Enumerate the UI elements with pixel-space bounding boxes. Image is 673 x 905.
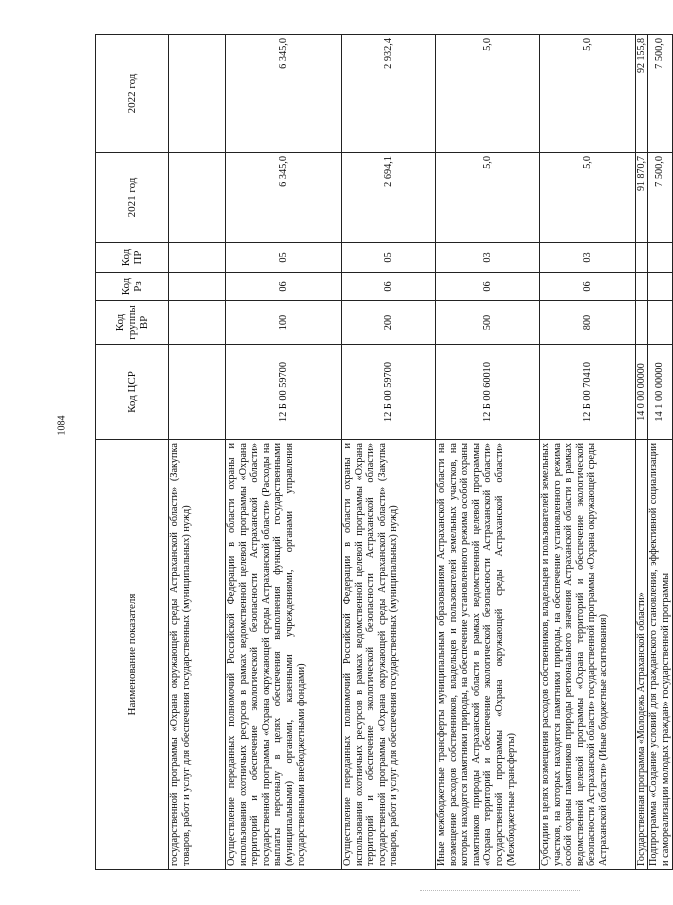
header-name: Наименование показателя [96, 440, 169, 870]
row-vr: 100 [226, 301, 342, 345]
row-rz: 06 [226, 273, 342, 301]
row-name: Осуществление переданных полномочий Российской Федерации в области охраны и использования охотничьих ресурсов в рамках ведомственной целевой программы «Охрана территорий и обеспечение экологической безопасности Астраханской области» государственной программы «Охрана окружающей среды Астраханской области» (Закупка товаров, работ и услуг для обеспечения государственных (муниципальных) нужд) [342, 440, 436, 870]
budget-table [95, 34, 673, 870]
row-csr: 12 Б 00 60010 [436, 345, 540, 440]
header-2021: 2021 год [96, 153, 169, 243]
row-2022: 5,0 [436, 35, 540, 153]
table-header-row [96, 35, 169, 870]
row-2021: 7 500,0 [648, 153, 673, 243]
row-rz: 06 [436, 273, 540, 301]
scan-artifact-divider [420, 890, 580, 894]
table-row [636, 35, 648, 870]
header-pr: Код ПР [96, 243, 169, 273]
row-csr: 12 Б 00 59700 [342, 345, 436, 440]
row-name: государственной программы «Охрана окружающей среды Астраханской области» (Закупка товаров, работ и услуг для обеспечения государственных (муниципальных) нужд) [169, 440, 226, 870]
row-2021: 91 870,7 [636, 153, 648, 243]
row-2022: 2 932,4 [342, 35, 436, 153]
row-pr: 03 [436, 243, 540, 273]
row-csr: 14 1 00 00000 [648, 345, 673, 440]
row-2021: 5,0 [436, 153, 540, 243]
table-row [540, 35, 636, 870]
row-csr: 14 0 00 00000 [636, 345, 648, 440]
row-vr: 200 [342, 301, 436, 345]
header-2022: 2022 год [96, 35, 169, 153]
row-2021: 5,0 [540, 153, 636, 243]
row-csr: 12 Б 00 70410 [540, 345, 636, 440]
row-vr: 500 [436, 301, 540, 345]
page-number: 1084 [56, 415, 68, 436]
row-csr: 12 Б 00 59700 [226, 345, 342, 440]
table-row [436, 35, 540, 870]
row-2022 [169, 35, 226, 153]
row-2022: 6 345,0 [226, 35, 342, 153]
header-csr: Код ЦСР [96, 345, 169, 440]
row-vr: 800 [540, 301, 636, 345]
table-row [342, 35, 436, 870]
table-row [169, 35, 226, 870]
row-rz [648, 273, 673, 301]
row-2022: 92 155,8 [636, 35, 648, 153]
row-pr [636, 243, 648, 273]
row-rz: 06 [540, 273, 636, 301]
row-pr: 05 [342, 243, 436, 273]
row-name: Государственная программа «Молодежь Астраханской области» [636, 440, 648, 870]
row-name: Иные межбюджетные трансферты муниципальным образованиям Астраханской области на возмещение расходов собственников, владельцев и пользователей земельных участков, на которых находятся памятники природы, на обеспечение установленного режима особой охраны памятников природы Астраханской области в рамках ведомственной целевой программы «Охрана территорий и обеспечение экологической безопасности Астраханской области» государственной программы «Охрана окружающей среды Астраханской области» (Межбюджетные трансферты) [436, 440, 540, 870]
row-pr [169, 243, 226, 273]
row-vr [648, 301, 673, 345]
table-row [648, 35, 673, 870]
row-pr [648, 243, 673, 273]
table-row [226, 35, 342, 870]
rotated-page [95, 35, 671, 870]
row-name: Субсидии в целях возмещения расходов собственников, владельцев и пользователей земельных участков, на которых находятся памятники природы, на обеспечение установленного режима особой охраны памятников природы регионального значения Астраханской области в рамках ведомственной целевой программы «Охрана территорий и обеспечение экологической безопасности Астраханской области» государственной программы «Охрана окружающей среды Астраханской области» (Иные бюджетные ассигнования) [540, 440, 636, 870]
row-name: Подпрограмма «Создание условий для гражданского становления, эффективной социализации и самореализации молодых граждан» государственной программы [648, 440, 673, 870]
row-2021: 2 694,1 [342, 153, 436, 243]
row-csr [169, 345, 226, 440]
row-2022: 5,0 [540, 35, 636, 153]
row-rz [636, 273, 648, 301]
row-2022: 7 500,0 [648, 35, 673, 153]
row-2021 [169, 153, 226, 243]
row-vr [169, 301, 226, 345]
row-rz: 06 [342, 273, 436, 301]
header-rz: Код Рз [96, 273, 169, 301]
row-vr [636, 301, 648, 345]
header-vr: Код группы ВР [96, 301, 169, 345]
row-pr: 03 [540, 243, 636, 273]
row-rz [169, 273, 226, 301]
row-2021: 6 345,0 [226, 153, 342, 243]
row-pr: 05 [226, 243, 342, 273]
row-name: Осуществление переданных полномочий Российской Федерации в области охраны и использования охотничьих ресурсов в рамках ведомственной целевой программы «Охрана территорий и обеспечение экологической безопасности Астраханской области» государственной программы «Охрана окружающей среды Астраханской области» (Расходы на выплаты персоналу в целях обеспечения выполнения функций государственными (муниципальными) органами, казенными учреждениями, органами управления государственными внебюджетными фондами) [226, 440, 342, 870]
rotated-content [95, 35, 671, 870]
